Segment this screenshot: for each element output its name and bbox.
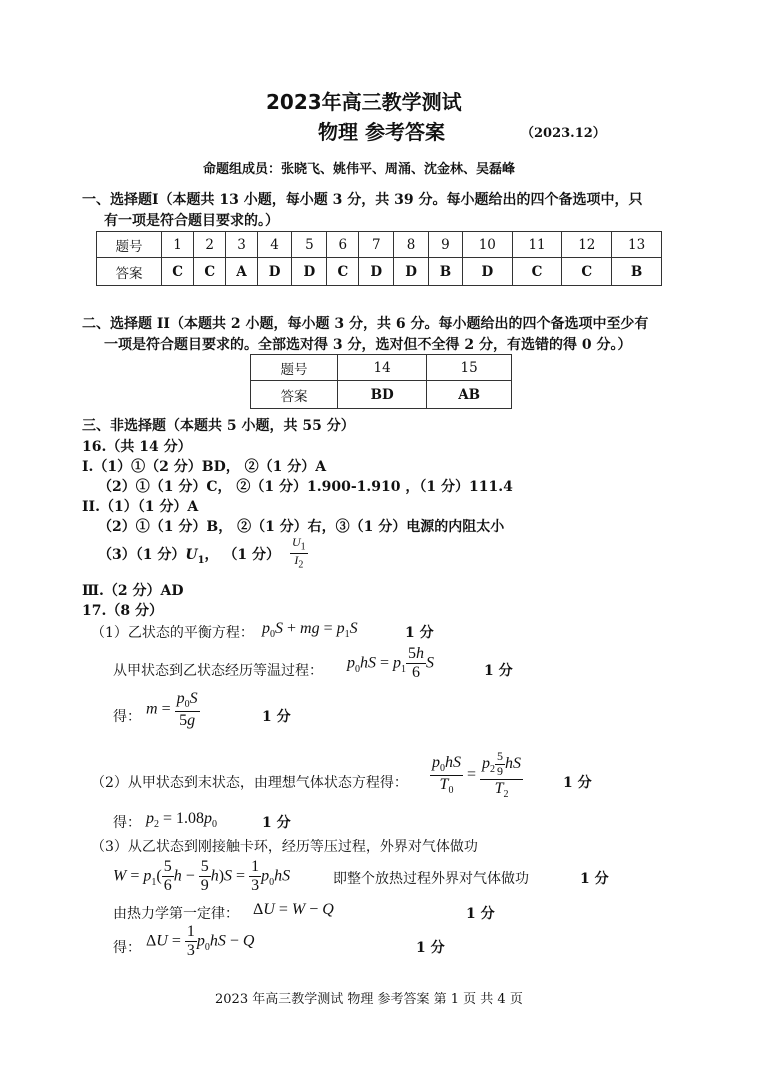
q16-title: 16.（共 14 分） [82, 439, 192, 455]
table-cell: D [462, 258, 512, 286]
table-cell: AB [427, 381, 512, 409]
equation-ideal-gas: $\frac{p_0hS}{T_0}$ = $p_2$ $\frac{5}{9}$ hS $T_2$ [432, 749, 522, 800]
score-label: 1 分 [262, 815, 291, 831]
table-cell: 14 [338, 355, 427, 381]
table-cell: 3 [226, 232, 257, 258]
table-cell: D [257, 258, 292, 286]
q16-line5-mid: ， （1 分） [204, 547, 281, 563]
q17-p6: （3）从乙状态到刚接触卡环，经历等压过程，外界对气体做功 [91, 839, 478, 855]
score-label: 1 分 [416, 940, 445, 956]
equation-work: $W = p_1$( $\frac{5}{6}$ h − $\frac{5}{9}$ h)S = $\frac{1}{3}$ $p_0hS$ [113, 858, 291, 895]
score-label: 1 分 [484, 663, 513, 679]
q17-p2: 从甲状态到乙状态经历等温过程： [113, 663, 323, 679]
equation-mass: m = $\frac{p_0S}{5g}$ [146, 690, 198, 729]
table-cell: 1 [162, 232, 194, 258]
table-row [97, 258, 662, 286]
table-cell: 题号 [251, 355, 338, 381]
table-cell: 12 [562, 232, 612, 258]
q17-p3: 得： [113, 709, 141, 725]
section1-heading: 一、选择题Ⅰ（本题共 13 小题，每小题 3 分，共 39 分。每小题给出的四个备选项中，只 [82, 192, 643, 208]
section3-heading: 三、非选择题（本题共 5 小题，共 55 分） [82, 418, 355, 434]
section2-heading: 二、选择题 II（本题共 2 小题，每小题 3 分，共 6 分。每小题给出的四个备选项中至少有 [82, 316, 649, 332]
q17-p4: （2）从甲状态到末状态，由理想气体状态方程得： [91, 775, 408, 791]
q16-fraction-u1-i2: $\frac{U_1}{I_2}$ [292, 535, 306, 571]
section1-heading-cont: 有一项是符合题目要求的。） [104, 213, 279, 229]
table-cell: C [562, 258, 612, 286]
equation-p2: $p_2 = 1.08p_0$ [146, 810, 218, 831]
page-subtitle: 物理 参考答案 [318, 120, 445, 144]
table-row [251, 355, 512, 381]
exam-date: （2023.12） [521, 126, 606, 141]
q16-line1: I.（1）①（2 分）BD， ②（1 分）A [82, 459, 327, 475]
table-cell: 10 [462, 232, 512, 258]
table-cell: 7 [359, 232, 394, 258]
table-cell: 15 [427, 355, 512, 381]
table-cell: C [162, 258, 194, 286]
table-cell: B [612, 258, 662, 286]
table-cell: 答案 [251, 381, 338, 409]
table-cell: 9 [428, 232, 462, 258]
table-cell: D [292, 258, 327, 286]
table-cell: C [194, 258, 226, 286]
page-title: 2023年高三教学测试 [266, 90, 462, 114]
score-label: 1 分 [580, 871, 609, 887]
q16-line4: （2）①（1 分）B， ②（1 分）右，③（1 分）电源的内阻太小 [98, 519, 505, 535]
table-cell: 5 [292, 232, 327, 258]
q17-title: 17.（8 分） [82, 603, 163, 619]
q17-p5: 得： [113, 815, 141, 831]
table-cell: A [226, 258, 257, 286]
equation-first-law: ΔU = W − Q [253, 901, 334, 918]
score-label: 1 分 [262, 709, 291, 725]
table-cell: 2 [194, 232, 226, 258]
table-cell: 8 [394, 232, 429, 258]
table-cell: C [512, 258, 562, 286]
table-cell: 13 [612, 232, 662, 258]
q16-line6: Ⅲ.（2 分）AD [82, 583, 184, 599]
table-cell: 4 [257, 232, 292, 258]
table-cell: B [428, 258, 462, 286]
table-row [97, 232, 662, 258]
equation-equilibrium: $p_0S$ + mg = $p_1S$ [262, 620, 358, 641]
table-cell: C [327, 258, 359, 286]
page-footer: 2023 年高三教学测试 物理 参考答案 第 1 页 共 4 页 [215, 992, 523, 1007]
score-label: 1 分 [405, 625, 434, 641]
table-cell: 6 [327, 232, 359, 258]
q17-p1: （1）乙状态的平衡方程： [91, 625, 254, 641]
score-label: 1 分 [466, 906, 495, 922]
q16-line5: （3）（1 分）$U_1$， （1 分） [98, 547, 281, 566]
q16-line2: （2）①（1 分）C， ②（1 分）1.900-1.910 ，（1 分）111.4 [98, 479, 513, 495]
table-cell: D [359, 258, 394, 286]
section1-answer-table [96, 231, 662, 286]
q16-line5-prefix: （3）（1 分） [98, 547, 186, 563]
equation-delta-u: ΔU = $\frac{1}{3}$ $p_0hS - Q$ [146, 923, 255, 960]
q17-p9: 得： [113, 940, 141, 956]
table-row [251, 381, 512, 409]
table-cell: 题号 [97, 232, 162, 258]
section2-heading-cont: 一项是符合题目要求的。全部选对得 3 分，选对但不全得 2 分，有选错的得 0 分。） [104, 337, 632, 353]
q16-line5-var: U [185, 547, 198, 563]
equation-isothermal: $p_0hS = p_1$ $\frac{5h}{6}$ S [347, 645, 435, 682]
table-cell: 答案 [97, 258, 162, 286]
q16-line3: II.（1）（1 分）A [82, 499, 199, 515]
authors-line: 命题组成员：张晓飞、姚伟平、周涌、沈金林、吴磊峰 [203, 162, 516, 177]
q17-p7: 即整个放热过程外界对气体做功 [333, 871, 529, 887]
score-label: 1 分 [563, 775, 592, 791]
q17-p8: 由热力学第一定律： [113, 906, 239, 922]
table-cell: D [394, 258, 429, 286]
table-cell: BD [338, 381, 427, 409]
table-cell: 11 [512, 232, 562, 258]
section2-answer-table [250, 354, 512, 409]
